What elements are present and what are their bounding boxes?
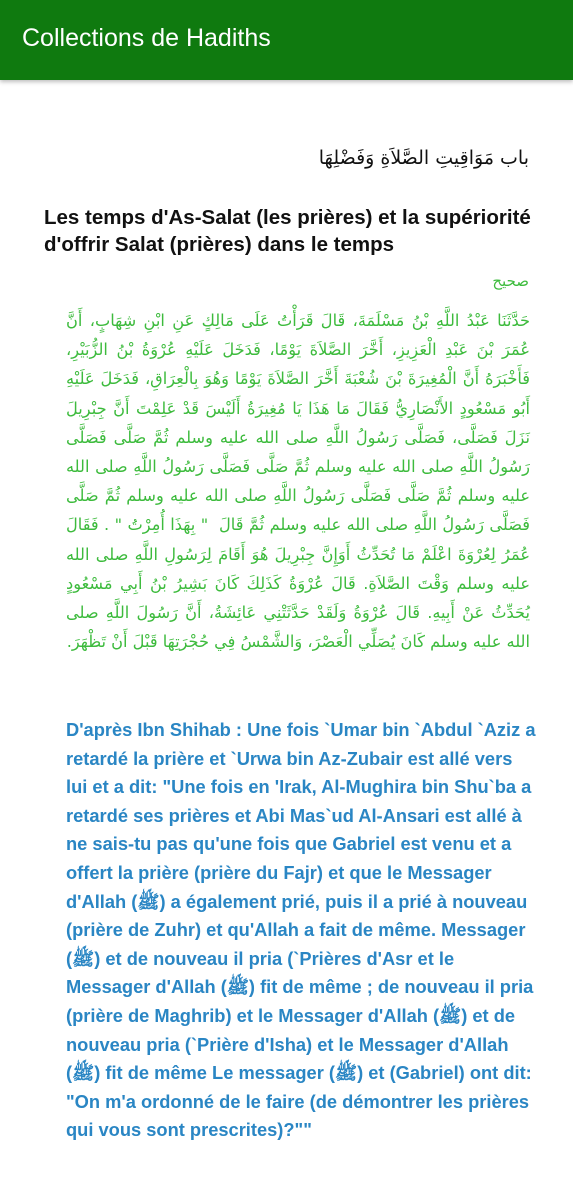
hadith-text-arabic: حَدَّثَنَا عَبْدُ اللَّهِ بْنُ مَسْلَمَةَ، قَالَ قَرَأْتُ عَلَى مَالِكٍ عَنِ ابْنِ شِهَابٍ، أَنَّ عُمَرَ بْنَ عَبْدِ الْعَزِيزِ، أَخَّرَ الصَّلاَةَ يَوْمًا، فَدَخَلَ عَلَيْهِ عُرْوَةُ بْنُ الزُّبَيْرِ، فَأَخْبَرَهُ أَنَّ الْمُغِيرَةَ بْنَ شُعْبَةَ أَخَّرَ الصَّلاَةَ يَوْمًا وَهُوَ بِالْعِرَاقِ، فَدَخَلَ عَلَيْهِ أَبُو مَسْعُودٍ الأَنْصَارِيُّ فَقَالَ مَا هَذَا يَا مُغِيرَةُ أَلَيْسَ قَدْ عَلِمْتَ أَنَّ جِبْرِيلَ نَزَلَ فَصَلَّى، فَصَلَّى رَسُولُ اللَّهِ صلى الله عليه وسلم ثُمَّ صَلَّى فَصَلَّى رَسُولُ اللَّهِ صلى الله عليه وسلم ثُمَّ صَلَّى فَصَلَّى رَسُولُ اللَّهِ صلى الله عليه وسلم ثُمَّ صَلَّى فَصَلَّى رَسُولُ اللَّهِ صلى الله عليه وسلم ثُمَّ صَلَّى فَصَلَّى رَسُولُ اللَّهِ صلى الله عليه وسلم ثُمَّ قَالَ ‏ "‏ بِهَذَا أُمِرْتُ ‏"‏ ‏.‏ فَقَالَ عُمَرُ لِعُرْوَةَ اعْلَمْ مَا تُحَدِّثُ أَوَإِنَّ جِبْرِيلَ هُوَ أَقَامَ لِرَسُولِ اللَّهِ صلى الله عليه وسلم وَقْتَ الصَّلاَةِ‏.‏ قَالَ عُرْوَةُ كَذَلِكَ كَانَ بَشِيرُ بْنُ أَبِي مَسْعُودٍ يُحَدِّثُ عَنْ أَبِيهِ‏.‏ قَالَ عُرْوَةُ وَلَقَدْ حَدَّثَتْنِي عَائِشَةُ، أَنَّ رَسُولَ اللَّهِ صلى الله عليه وسلم كَانَ يُصَلِّي الْعَصْرَ، وَالشَّمْسُ فِي حُجْرَتِهَا قَبْلَ أَنْ تَظْهَرَ‏.‏ <box>66 311 530 652</box>
chapter-title-arabic: باب مَوَاقِيتِ الصَّلاَةِ وَفَضْلِهَا <box>318 147 529 169</box>
chapter-title-french: Les temps d'As-Salat (les prières) et la supériorité d'offrir Salat (prières) dans le temps <box>44 206 531 256</box>
hadith-grade: صحيح <box>492 272 529 290</box>
app-bar <box>0 0 573 80</box>
hadith-text-french: D'après Ibn Shihab : Une fois `Umar bin `Abdul `Aziz a retardé la prière et `Urwa bin Az-Zubair est allé vers lui et a dit: "Une fois en 'Irak, Al-Mughira bin Shu`ba a retardé ses prières et Abi Mas`ud Al-Ansari est allé à ne sais-tu pas qu'une fois que Gabriel est venu et a offert la prière (prière du Fajr) et que le Messager d'Allah (ﷺ) a également prié, puis il a prié à nouveau (prière de Zuhr) et qu'Allah a fait de même. Messager (ﷺ) et de nouveau il pria (`Prières d'Asr et le Messager d'Allah (ﷺ) fit de même ; de nouveau il pria (prière de Maghrib) et le Messager d'Allah (ﷺ) et de nouveau pria (`Prière d'Isha) et le Messager d'Allah (ﷺ) fit de même Le messager (ﷺ) et (Gabriel) ont dit: "On m'a ordonné de le faire (de démontrer les prières qui vous sont prescrites)?"" <box>66 719 536 1141</box>
app-title: Collections de Hadiths <box>22 24 271 52</box>
